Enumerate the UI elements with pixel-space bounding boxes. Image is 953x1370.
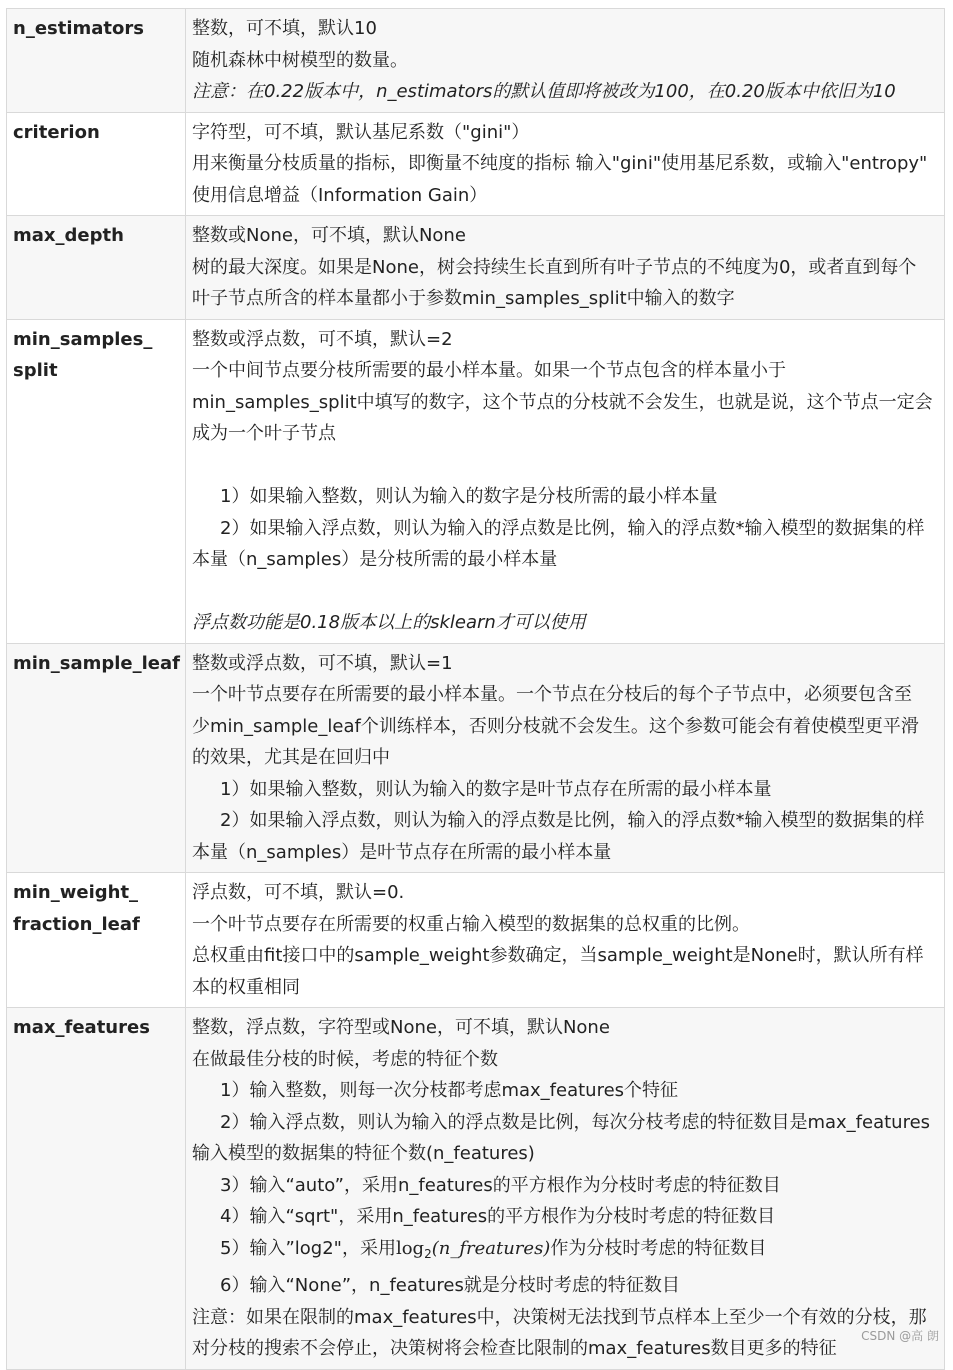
- desc-line: 6）输入“None”，n_features就是分枝时考虑的特征数目: [220, 1275, 680, 1296]
- desc-line: 少min_sample_leaf个训练样本，否则分枝就不会发生。这个参数可能会有着使模型更平滑: [192, 715, 919, 737]
- desc-line: 注意：如果在限制的max_features中，决策树无法找到节点样本上至少一个有效的分枝，那: [192, 1306, 927, 1328]
- desc-line: 整数或浮点数，可不填，默认=2: [192, 328, 453, 350]
- param-name-part: split: [13, 360, 58, 381]
- formula-suffix: 作为分枝时考虑的特征数目: [550, 1237, 767, 1259]
- desc-line: 随机森林中树模型的数量。: [192, 49, 408, 71]
- desc-line: 2）如果输入浮点数，则认为输入的浮点数是比例，输入的浮点数*输入模型的数据集的样: [220, 810, 925, 831]
- desc-line: 一个叶节点要存在所需要的最小样本量。一个节点在分枝后的每个子节点中，必须要包含至: [192, 684, 912, 705]
- table-row: [7, 1008, 945, 1370]
- param-description: [186, 873, 945, 1008]
- table-row: [7, 873, 945, 1008]
- table-row: [7, 319, 945, 643]
- param-name-part: min_samples_: [13, 328, 153, 350]
- desc-line: 本量（n_samples）是分枝所需的最小样本量: [192, 549, 558, 570]
- desc-line: 浮点数，可不填，默认=0.: [192, 882, 405, 903]
- param-name: n_estimators: [7, 9, 186, 113]
- desc-line: 在做最佳分枝的时候，考虑的特征个数: [192, 1048, 498, 1070]
- param-name: min_sample_leaf: [7, 643, 186, 873]
- desc-line: 成为一个叶子节点: [192, 423, 336, 444]
- desc-line: 1）输入整数，则每一次分枝都考虑max_features个特征: [220, 1080, 679, 1101]
- math-subscript: 2: [424, 1246, 432, 1261]
- desc-line: 使用信息增益（Information Gain）: [192, 184, 488, 206]
- desc-line: 2）输入浮点数，则认为输入的浮点数是比例，每次分枝考虑的特征数目是max_features: [220, 1111, 931, 1133]
- desc-line: 4）输入“sqrt"，采用n_features的平方根作为分枝时考虑的特征数目: [220, 1206, 776, 1227]
- param-name: [7, 319, 186, 643]
- desc-line: 1）如果输入整数，则认为输入的数字是分枝所需的最小样本量: [220, 486, 718, 507]
- desc-line: min_samples_split中填写的数字，这个节点的分枝就不会发生，也就是说，这个节点一定会: [192, 391, 933, 413]
- note-line: 浮点数功能是0.18版本以上的sklearn才可以使用: [192, 612, 586, 633]
- param-name: max_depth: [7, 216, 186, 320]
- watermark: CSDN @高 朗: [861, 1329, 939, 1343]
- desc-line: 输入模型的数据集的特征个数(n_features): [192, 1143, 535, 1164]
- param-name-part: min_weight_: [13, 882, 139, 903]
- blank-line: [192, 576, 938, 608]
- table-row: [7, 643, 945, 873]
- blank-line: [192, 450, 938, 482]
- param-description: [186, 643, 945, 873]
- desc-line: 一个叶节点要存在所需要的权重占输入模型的数据集的总权重的比例。: [192, 913, 750, 935]
- desc-line: 1）如果输入整数，则认为输入的数字是叶节点存在所需的最小样本量: [220, 778, 772, 800]
- desc-line-formula: [192, 1233, 938, 1271]
- desc-line: 对分枝的搜索不会停止，决策树将会检查比限制的max_features数目更多的特征: [192, 1338, 837, 1359]
- parameter-table: [6, 8, 945, 1370]
- note-line: 注意：在0.22版本中，n_estimators的默认值即将被改为100，在0.20版本中依旧为10: [192, 81, 896, 102]
- param-name: max_features: [7, 1008, 186, 1370]
- desc-line: 总权重由fit接口中的sample_weight参数确定，当sample_weight是None时，默认所有样: [192, 945, 924, 966]
- desc-line: 整数，可不填，默认10: [192, 18, 377, 39]
- formula-prefix: 5）输入”log2"，采用: [220, 1237, 396, 1259]
- math-argument: (n_freatures): [431, 1237, 551, 1259]
- math-log: log: [395, 1237, 425, 1259]
- param-description: [186, 1008, 945, 1370]
- param-description: [186, 216, 945, 320]
- param-description: [186, 112, 945, 216]
- desc-line: 用来衡量分枝质量的指标，即衡量不纯度的指标 输入"gini"使用基尼系数，或输入"entropy": [192, 153, 928, 174]
- table-row: [7, 216, 945, 320]
- desc-line: 本的权重相同: [192, 976, 300, 998]
- param-name: [7, 873, 186, 1008]
- desc-line: 整数或浮点数，可不填，默认=1: [192, 652, 453, 674]
- desc-line: 3）输入“auto”，采用n_features的平方根作为分枝时考虑的特征数目: [220, 1174, 781, 1196]
- param-name: criterion: [7, 112, 186, 216]
- table-row: [7, 112, 945, 216]
- desc-line: 树的最大深度。如果是None，树会持续生长直到所有叶子节点的不纯度为0，或者直到每个: [192, 256, 917, 278]
- desc-line: 整数，浮点数，字符型或None，可不填，默认None: [192, 1017, 610, 1038]
- table-row: [7, 9, 945, 113]
- desc-line: 字符型，可不填，默认基尼系数（"gini"）: [192, 121, 530, 143]
- desc-line: 整数或None，可不填，默认None: [192, 225, 466, 246]
- desc-line: 的效果，尤其是在回归中: [192, 747, 390, 768]
- param-description: [186, 319, 945, 643]
- param-description: [186, 9, 945, 113]
- desc-line: 2）如果输入浮点数，则认为输入的浮点数是比例，输入的浮点数*输入模型的数据集的样: [220, 517, 925, 539]
- desc-line: 一个中间节点要分枝所需要的最小样本量。如果一个节点包含的样本量小于: [192, 360, 786, 381]
- desc-line: 本量（n_samples）是叶节点存在所需的最小样本量: [192, 841, 612, 863]
- param-name-part: fraction_leaf: [13, 913, 140, 935]
- desc-line: 叶子节点所含的样本量都小于参数min_samples_split中输入的数字: [192, 288, 735, 309]
